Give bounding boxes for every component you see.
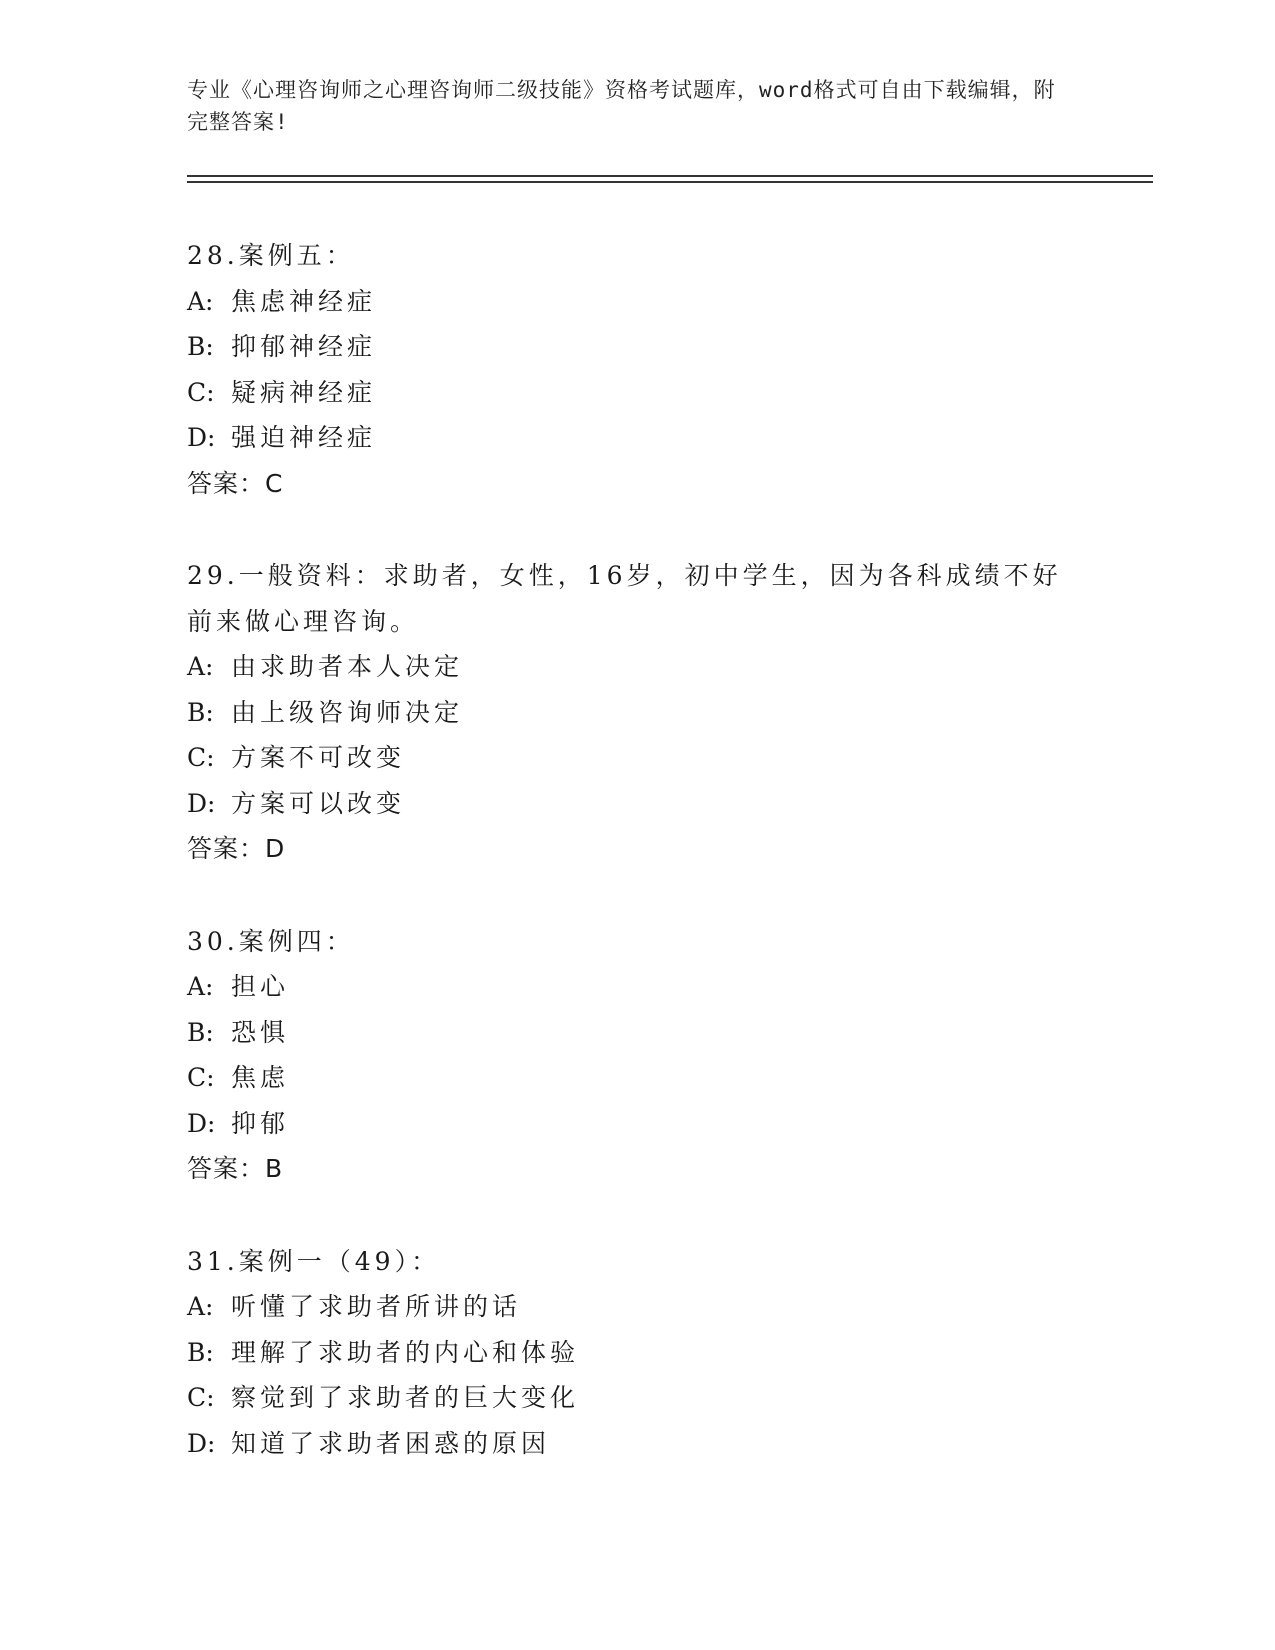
- question-28: [187, 233, 1087, 506]
- question-stem: 29.一般资料：求助者，女性，16岁，初中学生，因为各科成绩不好前来做心理咨询。: [187, 561, 1062, 636]
- option-b: [187, 1010, 1087, 1056]
- option-c: [187, 1375, 1087, 1421]
- option-letter: B:: [187, 332, 214, 361]
- option-letter: B:: [187, 1337, 214, 1367]
- option-text: 理解了求助者的内心和体验: [231, 1337, 580, 1367]
- option-text: 方案可以改变: [231, 788, 406, 818]
- option-text: 抑郁神经症: [231, 332, 377, 361]
- option-letter: C:: [187, 743, 215, 772]
- option-text: 疑病神经症: [231, 377, 377, 407]
- question-31: [187, 1239, 1087, 1467]
- option-b: [187, 1330, 1087, 1376]
- option-text: 察觉到了求助者的巨大变化: [231, 1383, 580, 1412]
- question-29: [187, 553, 1087, 872]
- option-letter: C:: [187, 1383, 215, 1412]
- question-stem: 31.案例一（49）：: [187, 1246, 441, 1276]
- option-d: [187, 415, 1087, 461]
- option-letter: D:: [187, 1428, 216, 1458]
- option-a: [187, 964, 1087, 1010]
- option-text: 强迫神经症: [231, 423, 377, 452]
- header-divider-bottom: [187, 181, 1153, 183]
- option-a: [187, 279, 1087, 325]
- option-b: [187, 324, 1087, 370]
- document-header: 专业《心理咨询师之心理咨询师二级技能》资格考试题库，word格式可自由下载编辑，附完整答案!: [187, 78, 1056, 134]
- option-text: 方案不可改变: [231, 743, 406, 772]
- option-letter: C:: [187, 1063, 215, 1092]
- question-list: [187, 233, 1087, 1513]
- option-b: [187, 690, 1087, 736]
- question-30: [187, 919, 1087, 1192]
- option-a: [187, 1284, 1087, 1330]
- option-letter: D:: [187, 1108, 216, 1138]
- option-text: 焦虑: [231, 1063, 290, 1092]
- answer-line: 答案：D: [187, 834, 286, 863]
- answer-line: 答案：B: [187, 1154, 284, 1183]
- option-text: 听懂了求助者所讲的话: [231, 1292, 522, 1321]
- question-stem: 28.案例五：: [187, 241, 355, 270]
- option-c: [187, 735, 1087, 781]
- option-letter: D:: [187, 423, 216, 452]
- option-letter: C:: [187, 377, 215, 407]
- option-c: [187, 1055, 1087, 1101]
- option-letter: A:: [187, 286, 214, 316]
- option-c: [187, 370, 1087, 416]
- option-letter: B:: [187, 697, 214, 727]
- option-text: 恐惧: [231, 1017, 290, 1047]
- header-divider-top: [187, 175, 1153, 177]
- option-letter: A:: [187, 1292, 214, 1321]
- option-d: [187, 1101, 1087, 1147]
- option-letter: D:: [187, 788, 216, 818]
- option-letter: A:: [187, 972, 214, 1001]
- answer-line: 答案：C: [187, 468, 284, 498]
- option-text: 抑郁: [231, 1108, 290, 1138]
- option-letter: A:: [187, 652, 214, 681]
- option-text: 由求助者本人决定: [231, 652, 464, 681]
- option-d: [187, 1421, 1087, 1467]
- option-d: [187, 781, 1087, 827]
- option-text: 担心: [231, 972, 290, 1001]
- option-text: 由上级咨询师决定: [231, 697, 464, 727]
- option-text: 知道了求助者困惑的原因: [231, 1428, 551, 1458]
- option-a: [187, 644, 1087, 690]
- question-stem: 30.案例四：: [187, 926, 355, 956]
- option-text: 焦虑神经症: [231, 286, 377, 316]
- option-letter: B:: [187, 1017, 214, 1047]
